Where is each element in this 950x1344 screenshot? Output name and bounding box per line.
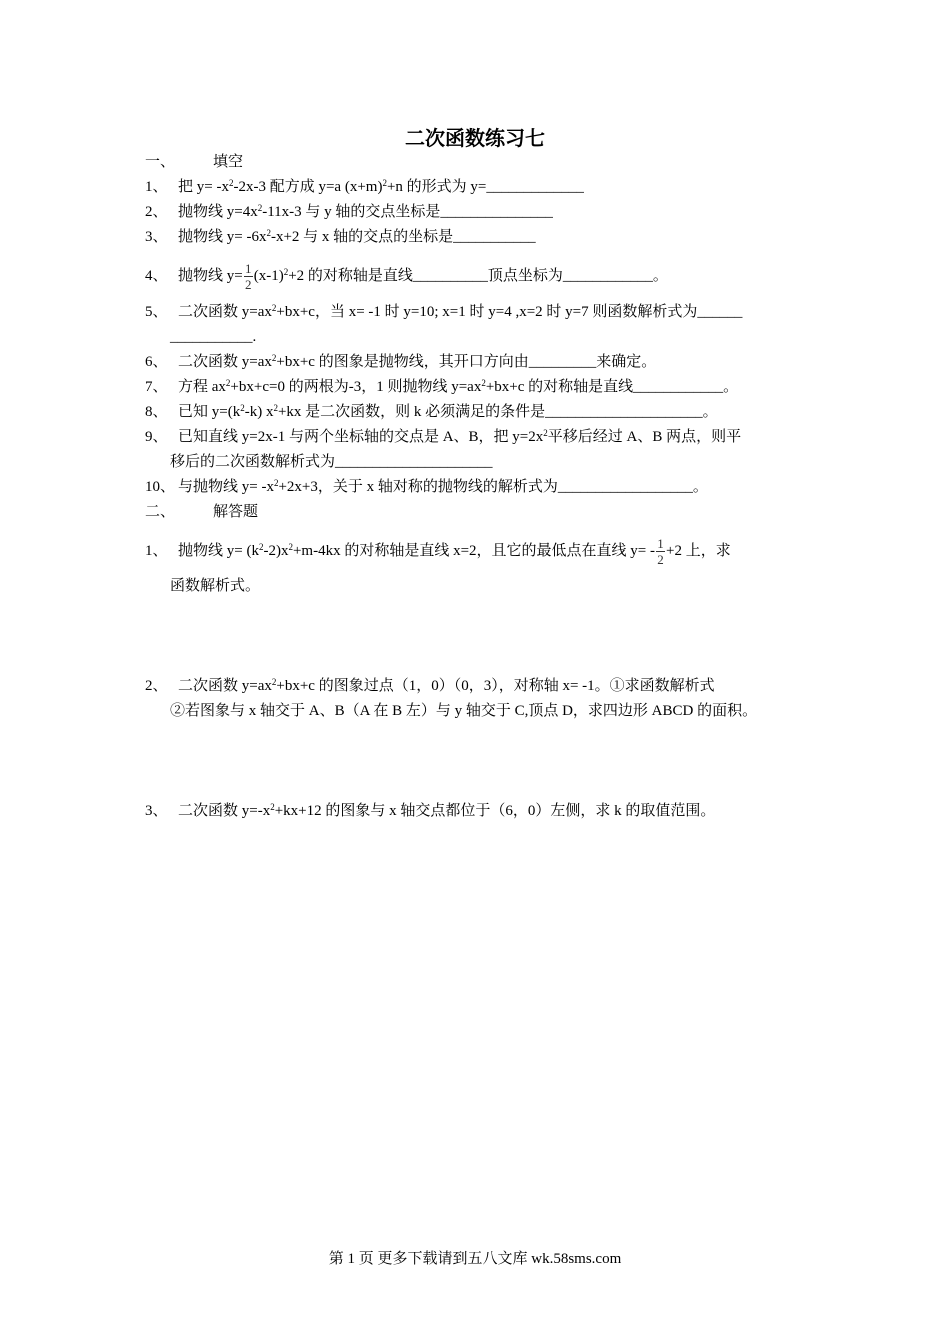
text-segment: (x-1) [253, 267, 284, 284]
text-segment: +bx+c 的图象是抛物线，其开口方向由_________来确定。 [276, 354, 657, 370]
superscript-2: 2 [225, 378, 231, 388]
problem-2-continued: ②若图象与 x 轴交于 A、B（A 在 B 左）与 y 轴交于 C,顶点 D，求四边形 ABCD 的面积。 [170, 703, 758, 719]
question-8 [145, 402, 718, 422]
superscript-2: 2 [382, 178, 387, 188]
text-segment: 4、 [145, 267, 168, 284]
text-segment: 9、 [145, 429, 168, 445]
text-segment: 抛物线 y= [178, 267, 243, 284]
text-segment: 3、 [145, 229, 168, 245]
text-segment: 8、 [145, 404, 168, 420]
problem-2 [145, 676, 715, 696]
problem-1-continued: 函数解析式。 [170, 578, 261, 594]
text-segment: 2 [657, 552, 664, 567]
problem-3 [145, 801, 715, 821]
text-segment: 已知直线 y=2x-1 与两个坐标轴的交点是 A、B，把 y=2x [178, 429, 544, 445]
superscript-2: 2 [266, 228, 271, 238]
question-1 [145, 177, 584, 197]
text-segment: 6、 [145, 354, 168, 370]
text-segment: 1 [244, 261, 252, 276]
text-segment: 二、 [145, 504, 176, 520]
text-segment: 10、 [145, 479, 176, 495]
text-segment: +bx+c，当 x= -1 时 y=10; x=1 时 y=4 ,x=2 时 y=7 则函数解析式为______ [276, 304, 743, 320]
text-segment: 二次函数 y=ax [178, 354, 272, 370]
fraction-one-half [656, 536, 665, 567]
text-segment: 2 [244, 277, 252, 292]
text-segment: 1、 [145, 179, 168, 195]
text-segment: 7、 [145, 379, 168, 395]
text-segment: +2 的对称轴是直线__________顶点坐标为____________。 [288, 267, 668, 284]
superscript-2: 2 [257, 203, 263, 213]
text-segment: 方程 ax [178, 379, 226, 395]
text-segment: -k) x [244, 404, 274, 420]
superscript-2: 2 [481, 378, 486, 388]
text-segment: +m-4kx 的对称轴是直线 x=2，且它的最低点在直线 y= - [292, 542, 656, 559]
text-segment: 二次函数 y=-x [178, 803, 271, 819]
text-segment: -2)x [263, 542, 289, 559]
superscript-2: 2 [271, 303, 277, 313]
superscript-2: 2 [273, 403, 278, 413]
text-segment: +kx+12 的图象与 x 轴交点都位于（6，0）左侧，求 k 的取值范围。 [274, 803, 716, 819]
text-segment: -11x-3 与 y 轴的交点坐标是_______________ [262, 204, 553, 220]
superscript-2: 2 [288, 541, 293, 552]
problem-1 [145, 536, 731, 567]
question-9-continued: 移后的二次函数解析式为_____________________ [170, 454, 493, 470]
text-segment: 填空 [213, 154, 244, 170]
text-segment: 抛物线 y=4x [178, 204, 258, 220]
superscript-2: 2 [240, 403, 245, 413]
text-segment: 与抛物线 y= -x [178, 479, 274, 495]
superscript-2: 2 [283, 266, 289, 277]
text-segment: +bx+c=0 的两根为-3，1 则抛物线 y=ax [230, 379, 482, 395]
text-segment: +n 的形式为 y=_____________ [386, 179, 584, 195]
text-segment: +kx 是二次函数，则 k 必须满足的条件是_____________________。 [277, 404, 718, 420]
text-segment: 2、 [145, 678, 168, 694]
text-segment: +2x+3，关于 x 轴对称的抛物线的解析式为__________________。 [278, 479, 708, 495]
text-segment: 平移后经过 A、B 两点，则平 [547, 429, 742, 445]
text-segment: 抛物线 y= (k [178, 542, 259, 559]
text-segment: -2x-3 配方成 y=a (x+m) [233, 179, 383, 195]
text-segment: 1 [657, 536, 664, 551]
section-fill-blank-heading [145, 152, 243, 172]
text-segment: +2 上，求 [666, 542, 731, 559]
superscript-2: 2 [543, 428, 548, 438]
page-footer: 第 1 页 更多下载请到五八文库 wk.58sms.com [328, 1251, 622, 1267]
text-segment: 一、 [145, 154, 176, 170]
text-segment: 2、 [145, 204, 168, 220]
text-segment: +bx+c 的图象过点（1，0）（0，3），对称轴 x= -1。①求函数解析式 [276, 678, 715, 694]
question-4 [145, 261, 668, 292]
text-segment: 二次函数 y=ax [178, 304, 272, 320]
text-segment: 抛物线 y= -6x [178, 229, 267, 245]
superscript-2: 2 [271, 677, 277, 687]
page-title: 二次函数练习七 [405, 126, 545, 150]
text-segment: 3、 [145, 803, 168, 819]
question-10 [145, 477, 708, 497]
text-segment: 已知 y=(k [178, 404, 241, 420]
superscript-2: 2 [271, 353, 277, 363]
question-5-continued: ___________. [170, 329, 257, 345]
superscript-2: 2 [273, 478, 279, 488]
question-9 [145, 427, 741, 447]
text-segment: 把 y= -x [178, 179, 229, 195]
superscript-2: 2 [270, 802, 275, 812]
text-segment: -x+2 与 x 轴的交点的坐标是___________ [270, 229, 536, 245]
text-segment: +bx+c 的对称轴是直线____________。 [485, 379, 739, 395]
question-2 [145, 202, 553, 222]
question-3 [145, 227, 536, 247]
text-segment: 二次函数 y=ax [178, 678, 272, 694]
text-segment: 解答题 [213, 504, 259, 520]
question-6 [145, 352, 656, 372]
text-segment: 5、 [145, 304, 168, 320]
question-7 [145, 377, 738, 397]
fraction-one-half [244, 261, 253, 292]
superscript-2: 2 [258, 541, 264, 552]
superscript-2: 2 [228, 178, 234, 188]
question-5 [145, 302, 742, 322]
section-solve-heading [145, 502, 258, 522]
text-segment: 1、 [145, 542, 168, 559]
